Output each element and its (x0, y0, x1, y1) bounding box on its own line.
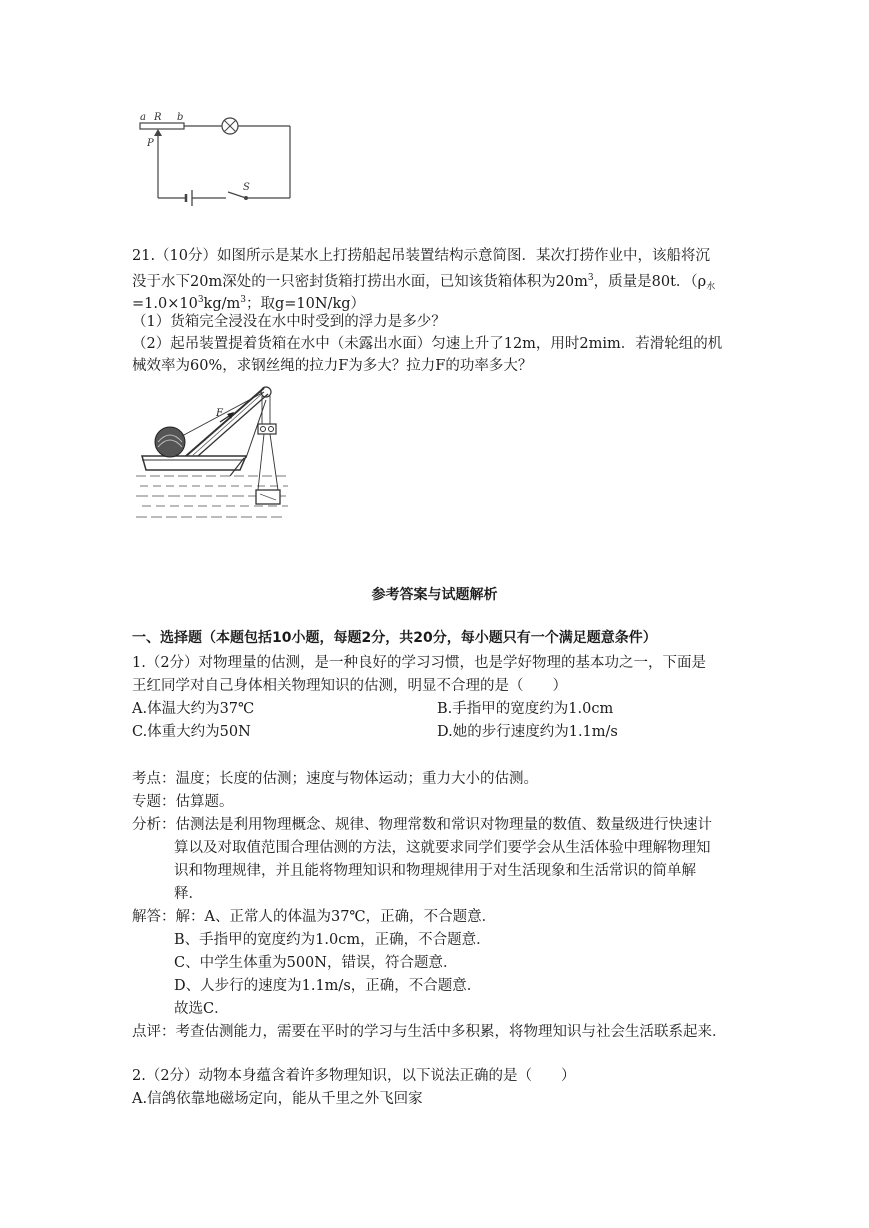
slider-arrow-icon (154, 129, 162, 136)
q1-dianping: 点评：考查估测能力，需要在平时的学习与生活中多积累，将物理知识与社会生活联系起来． (132, 1024, 727, 1040)
q21-sub1: （1）货箱完全浸没在水中时受到的浮力是多少？ (132, 314, 446, 330)
q21-line3: $=1.0\times 10^3kg/m^3$；取g=10N/kg） (132, 295, 366, 312)
circuit-label-s: S (243, 182, 250, 193)
answers-title: 参考答案与试题解析 (371, 587, 498, 603)
force-label: F (216, 408, 223, 419)
q1-option-b: B.手指甲的宽度约为1.0cm (437, 701, 614, 717)
circuit-label-p: P (147, 138, 154, 149)
q1-fenxi-line3: 识和物理规律，并且能将物理知识和物理规律用于对生活现象和生活常识的简单解 (174, 863, 696, 879)
q1-fenxi-line2: 算以及对取值范围合理估测的方法，这就要求同学们要学会从生活体验中理解物理知 (174, 840, 711, 856)
winch-drum-icon (155, 427, 185, 457)
q21-line2: 没于水下20m深处的一只密封货箱打捞出水面，已知该货箱体积为$20m^3$，质量是80t．（$\rho_水$ (132, 273, 716, 292)
q1-option-c: C.体重大约为50N (132, 724, 251, 740)
circuit-label-a: a (140, 112, 146, 123)
q1-jieda-line1: 解答：解：A、正常人的体温为37℃，正确，不合题意． (132, 909, 497, 925)
q1-jieda-line5: 故选C． (174, 1001, 229, 1017)
q1-kaodian: 考点：温度；长度的估测；速度与物体运动；重力大小的估测。 (132, 771, 538, 787)
q1-option-d: D.她的步行速度约为1.1m/s (437, 724, 618, 740)
salvage-crane-figure (136, 380, 296, 530)
q1-option-a: A.体温大约为37℃ (132, 701, 255, 717)
q2-stem: 2.（2分）动物本身蕴含着许多物理知识，以下说法正确的是（ ） (132, 1068, 576, 1084)
rheostat-resistor (140, 123, 184, 129)
q1-zhuanti: 专题：估算题。 (132, 794, 234, 810)
circuit-diagram (130, 108, 300, 208)
q21-sub2-line2: 械效率为60%，求钢丝绳的拉力F为多大？拉力F的功率多大？ (132, 358, 533, 374)
section-heading: 一、选择题（本题包括10小题，每题2分，共20分，每小题只有一个满足题意条件） (132, 630, 657, 646)
q1-jieda-line4: D、人步行的速度为1.1m/s，正确，不合题意． (174, 978, 482, 994)
q1-fenxi-line1: 分析：估测法是利用物理概念、规律、物理常数和常识对物理量的数值、数量级进行快速计 (132, 817, 712, 833)
q1-stem-line2: 王红同学对自己身体相关物理知识的估测，明显不合理的是（ ） (132, 678, 567, 694)
q1-jieda-line3: C、中学生体重为500N，错误，符合题意． (174, 955, 458, 971)
q21-line1: 21.（10分）如图所示是某水上打捞船起吊装置结构示意简图．某次打捞作业中，该船将沉 (132, 248, 711, 264)
q21-sub2-line1: （2）起吊装置提着货箱在水中（未露出水面）匀速上升了12m，用时2mim．若滑轮组的机 (132, 336, 723, 352)
q1-stem-line1: 1.（2分）对物理量的估测，是一种良好的学习习惯，也是学好物理的基本功之一，下面是 (132, 655, 707, 671)
q1-fenxi-line4: 释． (174, 886, 203, 902)
circuit-label-r: R (154, 112, 162, 123)
q2-option-a: A.信鸽依靠地磁场定向，能从千里之外飞回家 (132, 1091, 423, 1107)
ship-hull (142, 456, 246, 470)
q1-jieda-line2: B、手指甲的宽度约为1.0cm，正确，不合题意． (174, 932, 491, 948)
wire-rope (182, 392, 264, 436)
circuit-label-b: b (177, 112, 184, 123)
